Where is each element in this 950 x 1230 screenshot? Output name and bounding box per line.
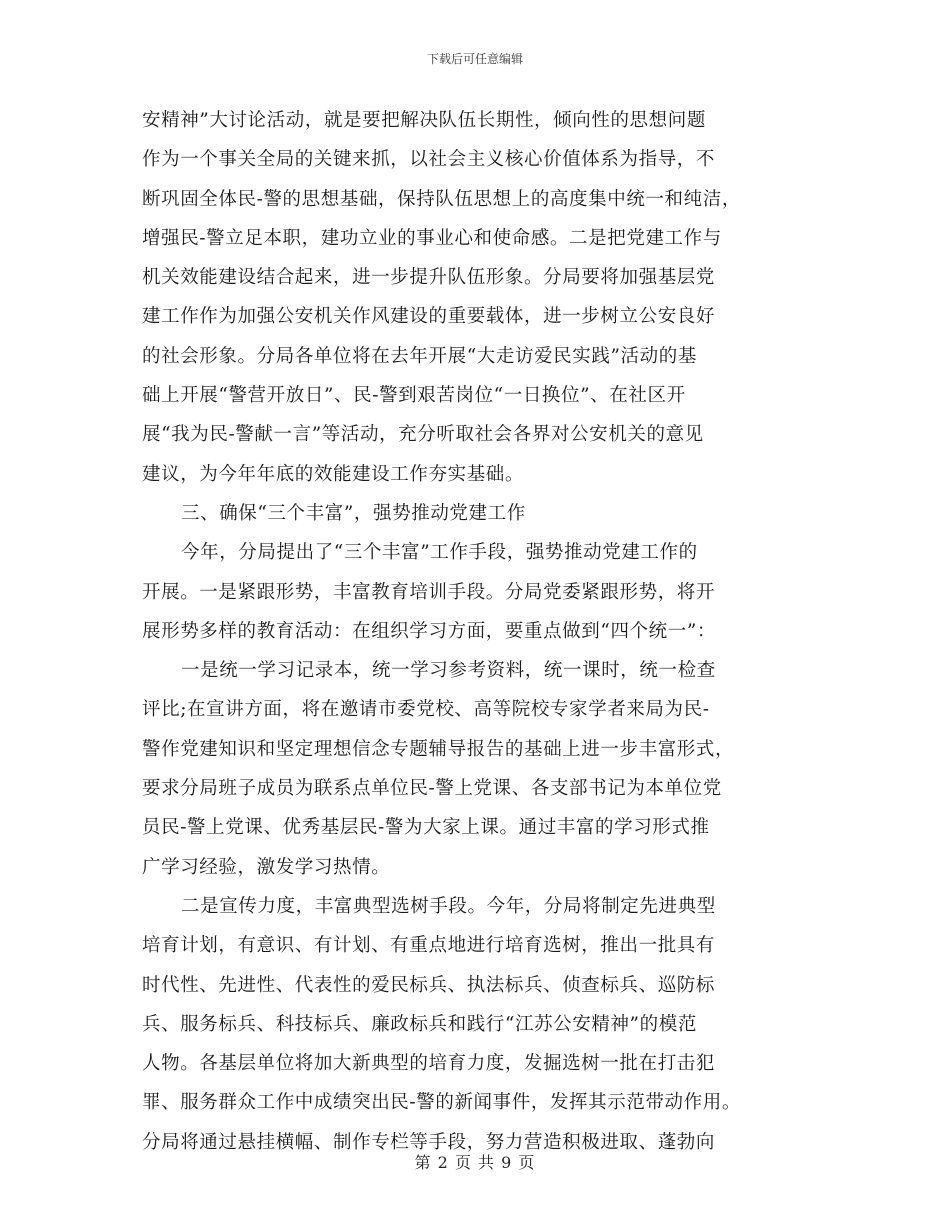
text-line: 培育计划，有意识、有计划、有重点地进行培育选树，推出一批具有	[142, 935, 716, 957]
text-line: 员民-警上党课、优秀基层民-警为大家上课。通过丰富的学习形式推	[142, 817, 710, 839]
text-line: 二是宣传力度，丰富典型选树手段。今年，分局将制定先进典型	[181, 895, 716, 917]
text-line: 一是统一学习记录本，统一学习参考资料，统一课时，统一检查	[181, 660, 716, 682]
text-line: 广学习经验，激发学习热情。	[142, 856, 391, 878]
text-line: 展形势多样的教育活动：在组织学习方面，要重点做到“四个统一”：	[142, 620, 717, 642]
text-line: 要求分局班子成员为联系点单位民-警上党课、各支部书记为本单位党	[142, 778, 722, 800]
text-line: 的社会形象。分局各单位将在去年开展“大走访爱民实践”活动的基	[142, 345, 697, 367]
text-line: 安精神”大讨论活动，就是要把解决队伍长期性，倾向性的思想问题	[142, 110, 706, 131]
text-line: 建工作作为加强公安机关作风建设的重要载体，进一步树立公安良好	[142, 306, 716, 328]
text-line: 作为一个事关全局的关键来抓，以社会主义核心价值体系为指导，不	[142, 149, 716, 171]
text-line: 断巩固全体民-警的思想基础，保持队伍思想上的高度集中统一和纯洁，	[142, 188, 741, 210]
text-line: 人物。各基层单位将加大新典型的培育力度，发掘选树一批在打击犯	[142, 1053, 716, 1075]
text-line: 础上开展“警营开放日”、民-警到艰苦岗位“一日换位”、在社区开	[142, 385, 686, 407]
text-line: 展“我为民-警献一言”等活动，充分听取社会各界对公安机关的意见	[142, 424, 704, 446]
document-body	[142, 101, 822, 1162]
text-line: 罪、服务群众工作中成绩突出民-警的新闻事件，发挥其示范带动作用。	[142, 1092, 741, 1114]
page-header: 下载后可任意编辑	[426, 52, 523, 66]
text-line: 开展。一是紧跟形势，丰富教育培训手段。分局党委紧跟形势，将开	[142, 581, 716, 603]
text-line: 机关效能建设结合起来，进一步提升队伍形象。分局要将加强基层党	[142, 267, 716, 289]
text-line: 增强民-警立足本职，建功立业的事业心和使命感。二是把党建工作与	[142, 227, 722, 249]
text-line: 今年，分局提出了“三个丰富”工作手段，强势推动党建工作的	[181, 542, 698, 564]
text-line: 兵、服务标兵、科技标兵、廉政标兵和践行“江苏公安精神”的模范	[142, 1013, 697, 1035]
text-line: 建议，为今年年底的效能建设工作夯实基础。	[142, 463, 525, 485]
text-line: 时代性、先进性、代表性的爱民标兵、执法标兵、侦查标兵、巡防标	[142, 974, 716, 996]
page-number-footer: 第 2 页 共 9 页	[414, 1153, 536, 1172]
text-line: 分局将通过悬挂横幅、制作专栏等手段，努力营造积极进取、蓬勃向	[142, 1131, 716, 1153]
text-line: 警作党建知识和坚定理想信念专题辅导报告的基础上进一步丰富形式，	[142, 738, 735, 760]
text-line: 评比;在宣讲方面，将在邀请市委党校、高等院校专家学者来局为民-	[142, 699, 710, 721]
text-line: 三、确保“三个丰富”，强势推动党建工作	[181, 502, 526, 524]
